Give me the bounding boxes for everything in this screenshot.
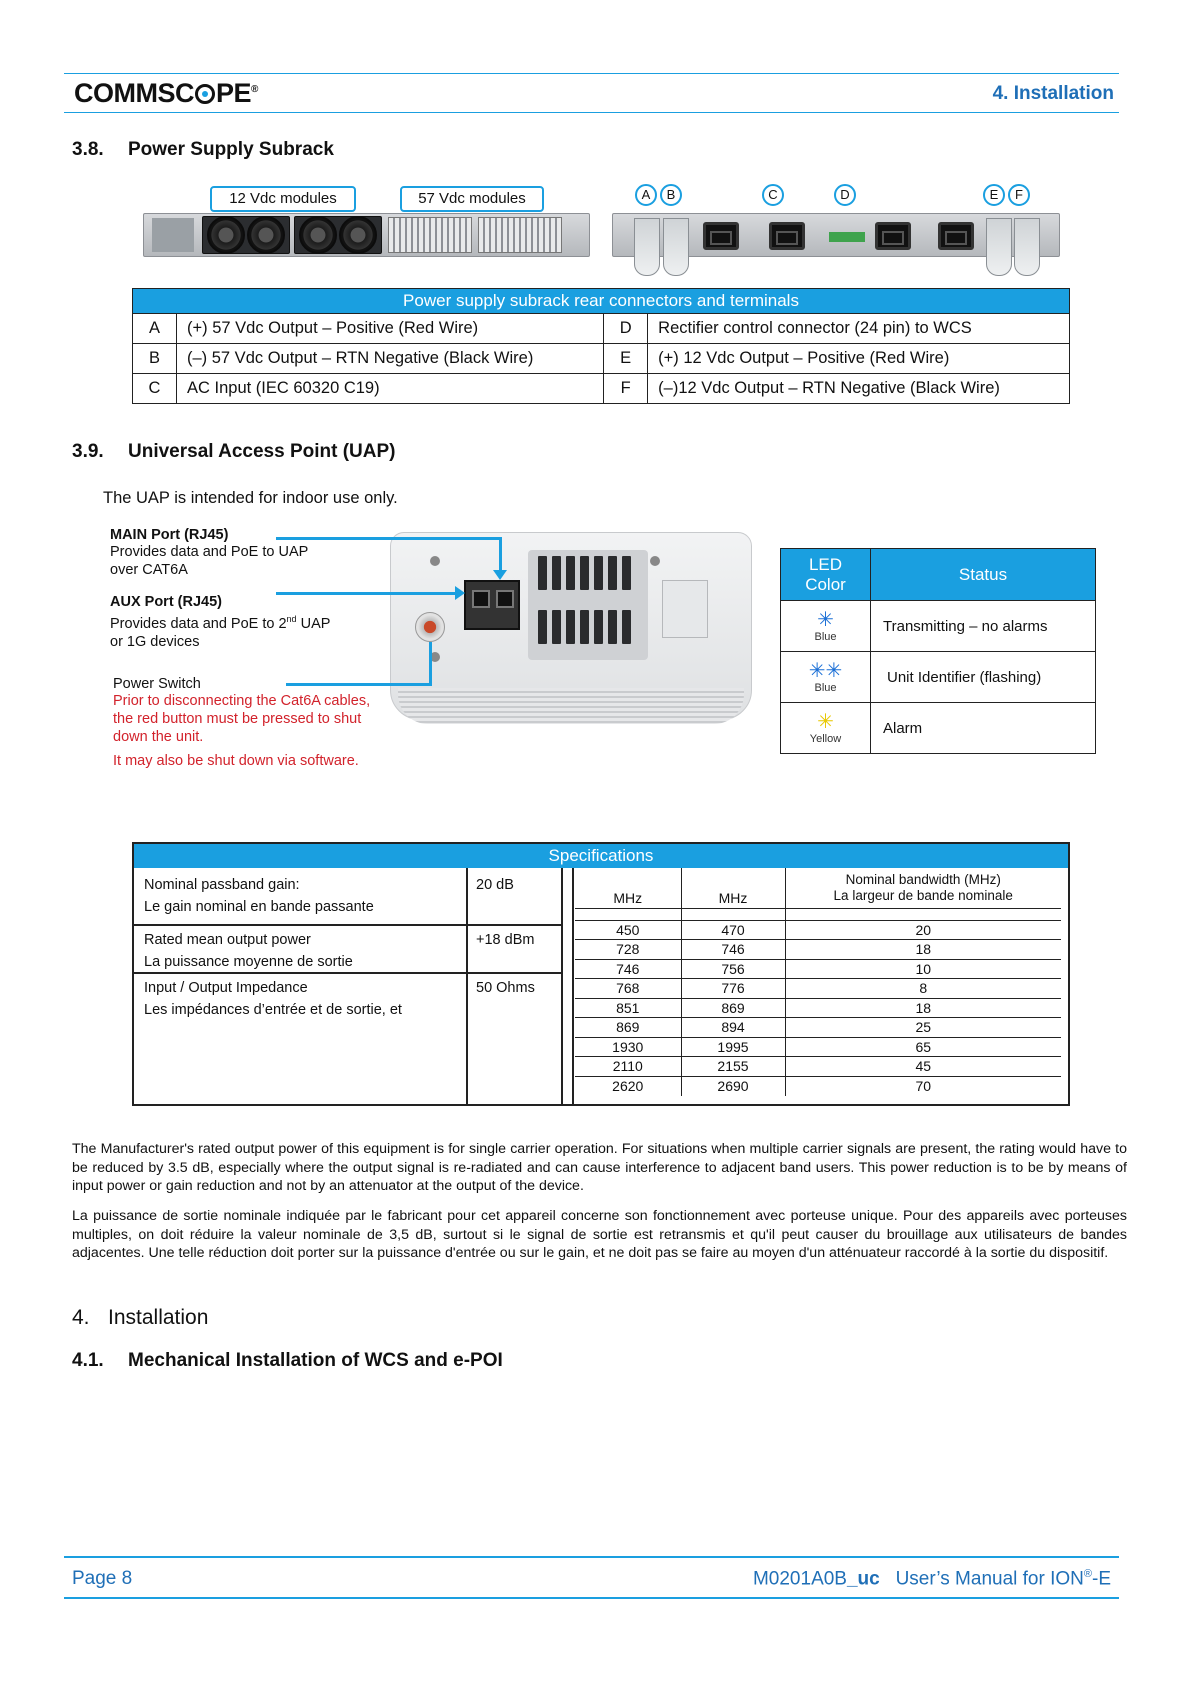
- header-section-title: 4. Installation: [992, 83, 1114, 104]
- callout-12vdc-modules: 12 Vdc modules: [210, 186, 356, 212]
- table-row: 869 894 25: [575, 1018, 1061, 1038]
- led-status-table: LED Color Status ✳ Blue Transmitting – no alarms ✳✳ Blue Unit Identifier (flashing) ✳ Yellow Alarm: [780, 548, 1096, 754]
- iec-connector-icon: [875, 222, 911, 250]
- terminal-e-icon: [986, 218, 1012, 276]
- footer-bottom-rule: [64, 1597, 1119, 1599]
- table-row: 728 746 18: [575, 940, 1061, 960]
- section-3-8-heading: 3.8. Power Supply Subrack: [72, 139, 334, 160]
- rear-label-d: D: [834, 184, 856, 206]
- arrow-head-icon: [493, 570, 507, 580]
- table-row: 768 776 8: [575, 979, 1061, 999]
- paragraph-english: The Manufacturer's rated output power of this equipment is for single carrier operation. For situations when multiple carrier signals are present, the rating would have to be reduced by 3.5 dB, especially where the output signal is re-radiated and can cause interference to adjacent band users. This power reduction is to be by means of input power or gain reduction and not by an attenuator at the output of the device.: [72, 1141, 1127, 1194]
- frequency-header-row: MHz MHz Nominal bandwidth (MHz) La largeur de bande nominale: [575, 868, 1061, 908]
- table-row: C AC Input (IEC 60320 C19) F (–)12 Vdc Output – RTN Negative (Black Wire): [133, 374, 1070, 404]
- main-port-label: MAIN Port (RJ45) Provides data and PoE to UAP over CAT6A: [110, 527, 309, 578]
- power-switch-arrow-up: [429, 642, 432, 686]
- commscope-logo: COMMSC PE®: [74, 78, 258, 108]
- table-row: 2620 2690 70: [575, 1076, 1061, 1096]
- table-row: 2110 2155 45: [575, 1057, 1061, 1077]
- iec-connector-icon: [703, 222, 739, 250]
- section-4-1-heading: 4.1. Mechanical Installation of WCS and e-POI: [72, 1350, 503, 1371]
- uap-power-switch-icon: [415, 612, 445, 642]
- control-connector-icon: [829, 232, 865, 242]
- table-row: A (+) 57 Vdc Output – Positive (Red Wire) D Rectifier control connector (24 pin) to WCS: [133, 314, 1070, 344]
- specifications-title: Specifications: [134, 844, 1068, 868]
- logo-o-icon: [195, 84, 215, 104]
- frequency-table: [575, 868, 1061, 1096]
- specifications-table: [132, 842, 1070, 1106]
- header-top-rule: [64, 73, 1119, 74]
- rear-label-c: C: [762, 184, 784, 206]
- table-row: 746 756 10: [575, 959, 1061, 979]
- terminal-a-icon: [634, 218, 660, 276]
- section-3-9-heading: 3.9. Universal Access Point (UAP): [72, 441, 396, 462]
- iec-connector-icon: [938, 222, 974, 250]
- uap-device-base: [398, 688, 744, 724]
- footer-top-rule: [64, 1556, 1119, 1558]
- uap-intro-text: The UAP is intended for indoor use only.: [103, 489, 398, 507]
- uap-heatsink: [528, 550, 648, 660]
- led-blue-flashing-icon: ✳✳: [808, 660, 843, 682]
- callout-57vdc-modules: 57 Vdc modules: [400, 186, 544, 212]
- table-row: ✳ Yellow Alarm: [781, 703, 1096, 754]
- uap-label-plate: [662, 580, 708, 638]
- led-blue-icon: ✳: [817, 609, 834, 631]
- terminal-f-icon: [1014, 218, 1040, 276]
- spec-impedance-label: Input / Output Impedance Les impédances d’entrée et de sortie, et: [144, 980, 402, 1018]
- section-4-heading: 4. Installation: [72, 1306, 209, 1329]
- terminal-b-icon: [663, 218, 689, 276]
- connectors-table: [132, 288, 1070, 404]
- screw-icon: [430, 556, 440, 566]
- spec-power-label: Rated mean output power La puissance moyenne de sortie: [144, 932, 353, 970]
- table-row: ✳ Blue Transmitting – no alarms: [781, 601, 1096, 652]
- rear-label-e: E: [983, 184, 1005, 206]
- footer-page-number: Page 8: [72, 1568, 133, 1589]
- footer-document-title: M0201A0B_uc User’s Manual for ION®-E: [752, 1568, 1111, 1590]
- table-row: B (–) 57 Vdc Output – RTN Negative (Black Wire) E (+) 12 Vdc Output – Positive (Red Wire): [133, 344, 1070, 374]
- aux-port-arrow: [276, 592, 456, 595]
- aux-port-label: AUX Port (RJ45) Provides data and PoE to 2nd UAP or 1G devices: [110, 594, 331, 650]
- iec-connector-icon: [769, 222, 805, 250]
- rear-label-b: B: [660, 184, 682, 206]
- uap-rj45-ports-icon: [464, 580, 520, 630]
- main-port-arrow-down: [499, 537, 502, 571]
- led-yellow-icon: ✳: [817, 711, 834, 733]
- spec-power-value: +18 dBm: [476, 932, 535, 948]
- paragraph-french: La puissance de sortie nominale indiquée par le fabricant pour cet appareil concerne son fonctionnement avec porteuse unique. Pour des appareils avec porteuses multiples, on doit réduire la valeur nominale de 3,5 dB, surtout si le signal de sortie est retransmis et qu'il peut causer du brouillage aux utilisateurs de bandes adjacentes. Une telle réduction doit porter sur la puissance d'entrée ou sur le gain, et ne doit pas se faire au moyen d'un atténuateur raccordé à la sortie du dispositif.: [72, 1208, 1127, 1261]
- subrack-front-image: [143, 213, 590, 257]
- connectors-table-title: Power supply subrack rear connectors and terminals: [133, 289, 1070, 314]
- table-row: 450 470 20: [575, 920, 1061, 940]
- power-switch-arrow: [286, 683, 432, 686]
- arrow-head-icon: [455, 586, 465, 600]
- spec-gain-label: Nominal passband gain: Le gain nominal en bande passante: [144, 877, 374, 915]
- header-bottom-rule: [64, 112, 1119, 113]
- main-port-arrow: [276, 537, 501, 540]
- table-row: ✳✳ Blue Unit Identifier (flashing): [781, 652, 1096, 703]
- spec-gain-value: 20 dB: [476, 877, 514, 893]
- spec-impedance-value: 50 Ohms: [476, 980, 535, 996]
- power-switch-label: Power Switch Prior to disconnecting the Cat6A cables, the red button must be pressed to shut down the unit. It may also be shut down via software.: [113, 676, 371, 769]
- screw-icon: [650, 556, 660, 566]
- table-row: 851 869 18: [575, 998, 1061, 1018]
- rear-label-a: A: [635, 184, 657, 206]
- rear-label-f: F: [1008, 184, 1030, 206]
- table-row: 1930 1995 65: [575, 1037, 1061, 1057]
